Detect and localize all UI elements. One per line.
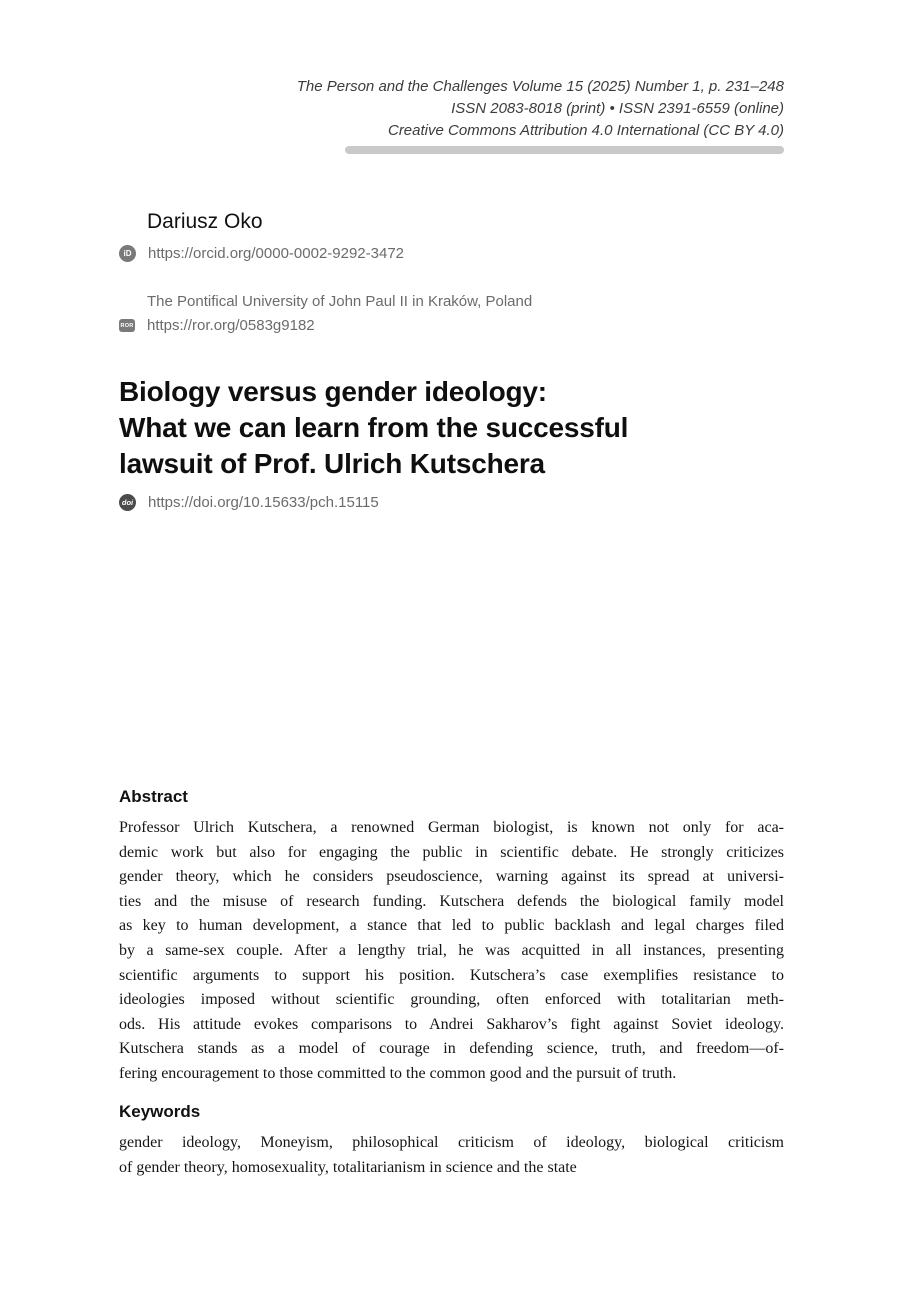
text-line: ideologies imposed without scientific grounding, often enforced with totalitarian meth- bbox=[119, 991, 784, 1009]
text-line: ods. His attitude evokes comparisons to Andrei Sakharov’s fight against Soviet ideology. bbox=[119, 1015, 784, 1033]
text-line: Biology versus gender ideology: bbox=[119, 376, 547, 407]
text-line: as key to human development, a stance that led to public backlash and legal charges filed bbox=[119, 917, 784, 935]
abstract-heading: Abstract bbox=[119, 787, 188, 806]
journal-header-line-volume: The Person and the Challenges Volume 15 (2025) Number 1, p. 231–248 bbox=[296, 78, 784, 95]
header-divider-bar bbox=[345, 146, 784, 154]
text-line: scientific arguments to support his position. Kutschera’s case exemplifies resistance to bbox=[119, 966, 784, 984]
ror-icon: ROR bbox=[119, 319, 135, 332]
text-line: demic work but also for engaging the public in scientific debate. He strongly criticizes bbox=[119, 843, 784, 861]
journal-header bbox=[297, 76, 784, 142]
orcid-icon: iD bbox=[119, 245, 136, 262]
text-line: gender theory, which he considers pseudoscience, warning against its spread at universi- bbox=[119, 868, 784, 886]
author-name: Dariusz Oko bbox=[147, 210, 263, 233]
text-line: by a same-sex couple. After a lengthy trial, he was acquitted in all instances, presenting bbox=[119, 941, 784, 959]
text-line: Professor Ulrich Kutschera, a renowned German biologist, is known not only for aca- bbox=[119, 819, 784, 836]
text-line: Kutschera stands as a model of courage in defending science, truth, and freedom—of- bbox=[119, 1040, 784, 1058]
journal-header-line-issn: ISSN 2083-8018 (print) • ISSN 2391-6559 (online) bbox=[451, 100, 784, 117]
ror-link[interactable]: https://ror.org/0583g9182 bbox=[147, 317, 315, 334]
author-affiliation: The Pontifical University of John Paul II in Kraków, Poland bbox=[147, 293, 533, 310]
text-line: What we can learn from the successful bbox=[119, 412, 629, 443]
ror-row bbox=[119, 317, 315, 334]
keywords-heading: Keywords bbox=[119, 1102, 201, 1121]
journal-header-line-license: Creative Commons Attribution 4.0 International (CC BY 4.0) bbox=[387, 122, 784, 139]
text-line: ties and the misuse of research funding. Kutschera defends the biological family model bbox=[119, 892, 784, 910]
orcid-row bbox=[119, 245, 404, 262]
orcid-link[interactable]: https://orcid.org/0000-0002-9292-3472 bbox=[148, 245, 405, 262]
keywords-text bbox=[119, 1131, 784, 1180]
abstract-text bbox=[119, 816, 784, 1087]
text-line: lawsuit of Prof. Ulrich Kutschera bbox=[119, 448, 545, 479]
doi-icon: doi bbox=[119, 494, 136, 511]
text-line: of gender theory, homosexuality, totalitarianism in science and the state bbox=[119, 1158, 577, 1176]
text-line: fering encouragement to those committed to the common good and the pursuit of truth. bbox=[119, 1064, 677, 1082]
doi-link[interactable]: https://doi.org/10.15633/pch.15115 bbox=[148, 494, 379, 511]
doi-row bbox=[119, 494, 379, 511]
text-line: gender ideology, Moneyism, philosophical criticism of ideology, biological criticism bbox=[119, 1134, 784, 1151]
article-title bbox=[119, 374, 799, 482]
